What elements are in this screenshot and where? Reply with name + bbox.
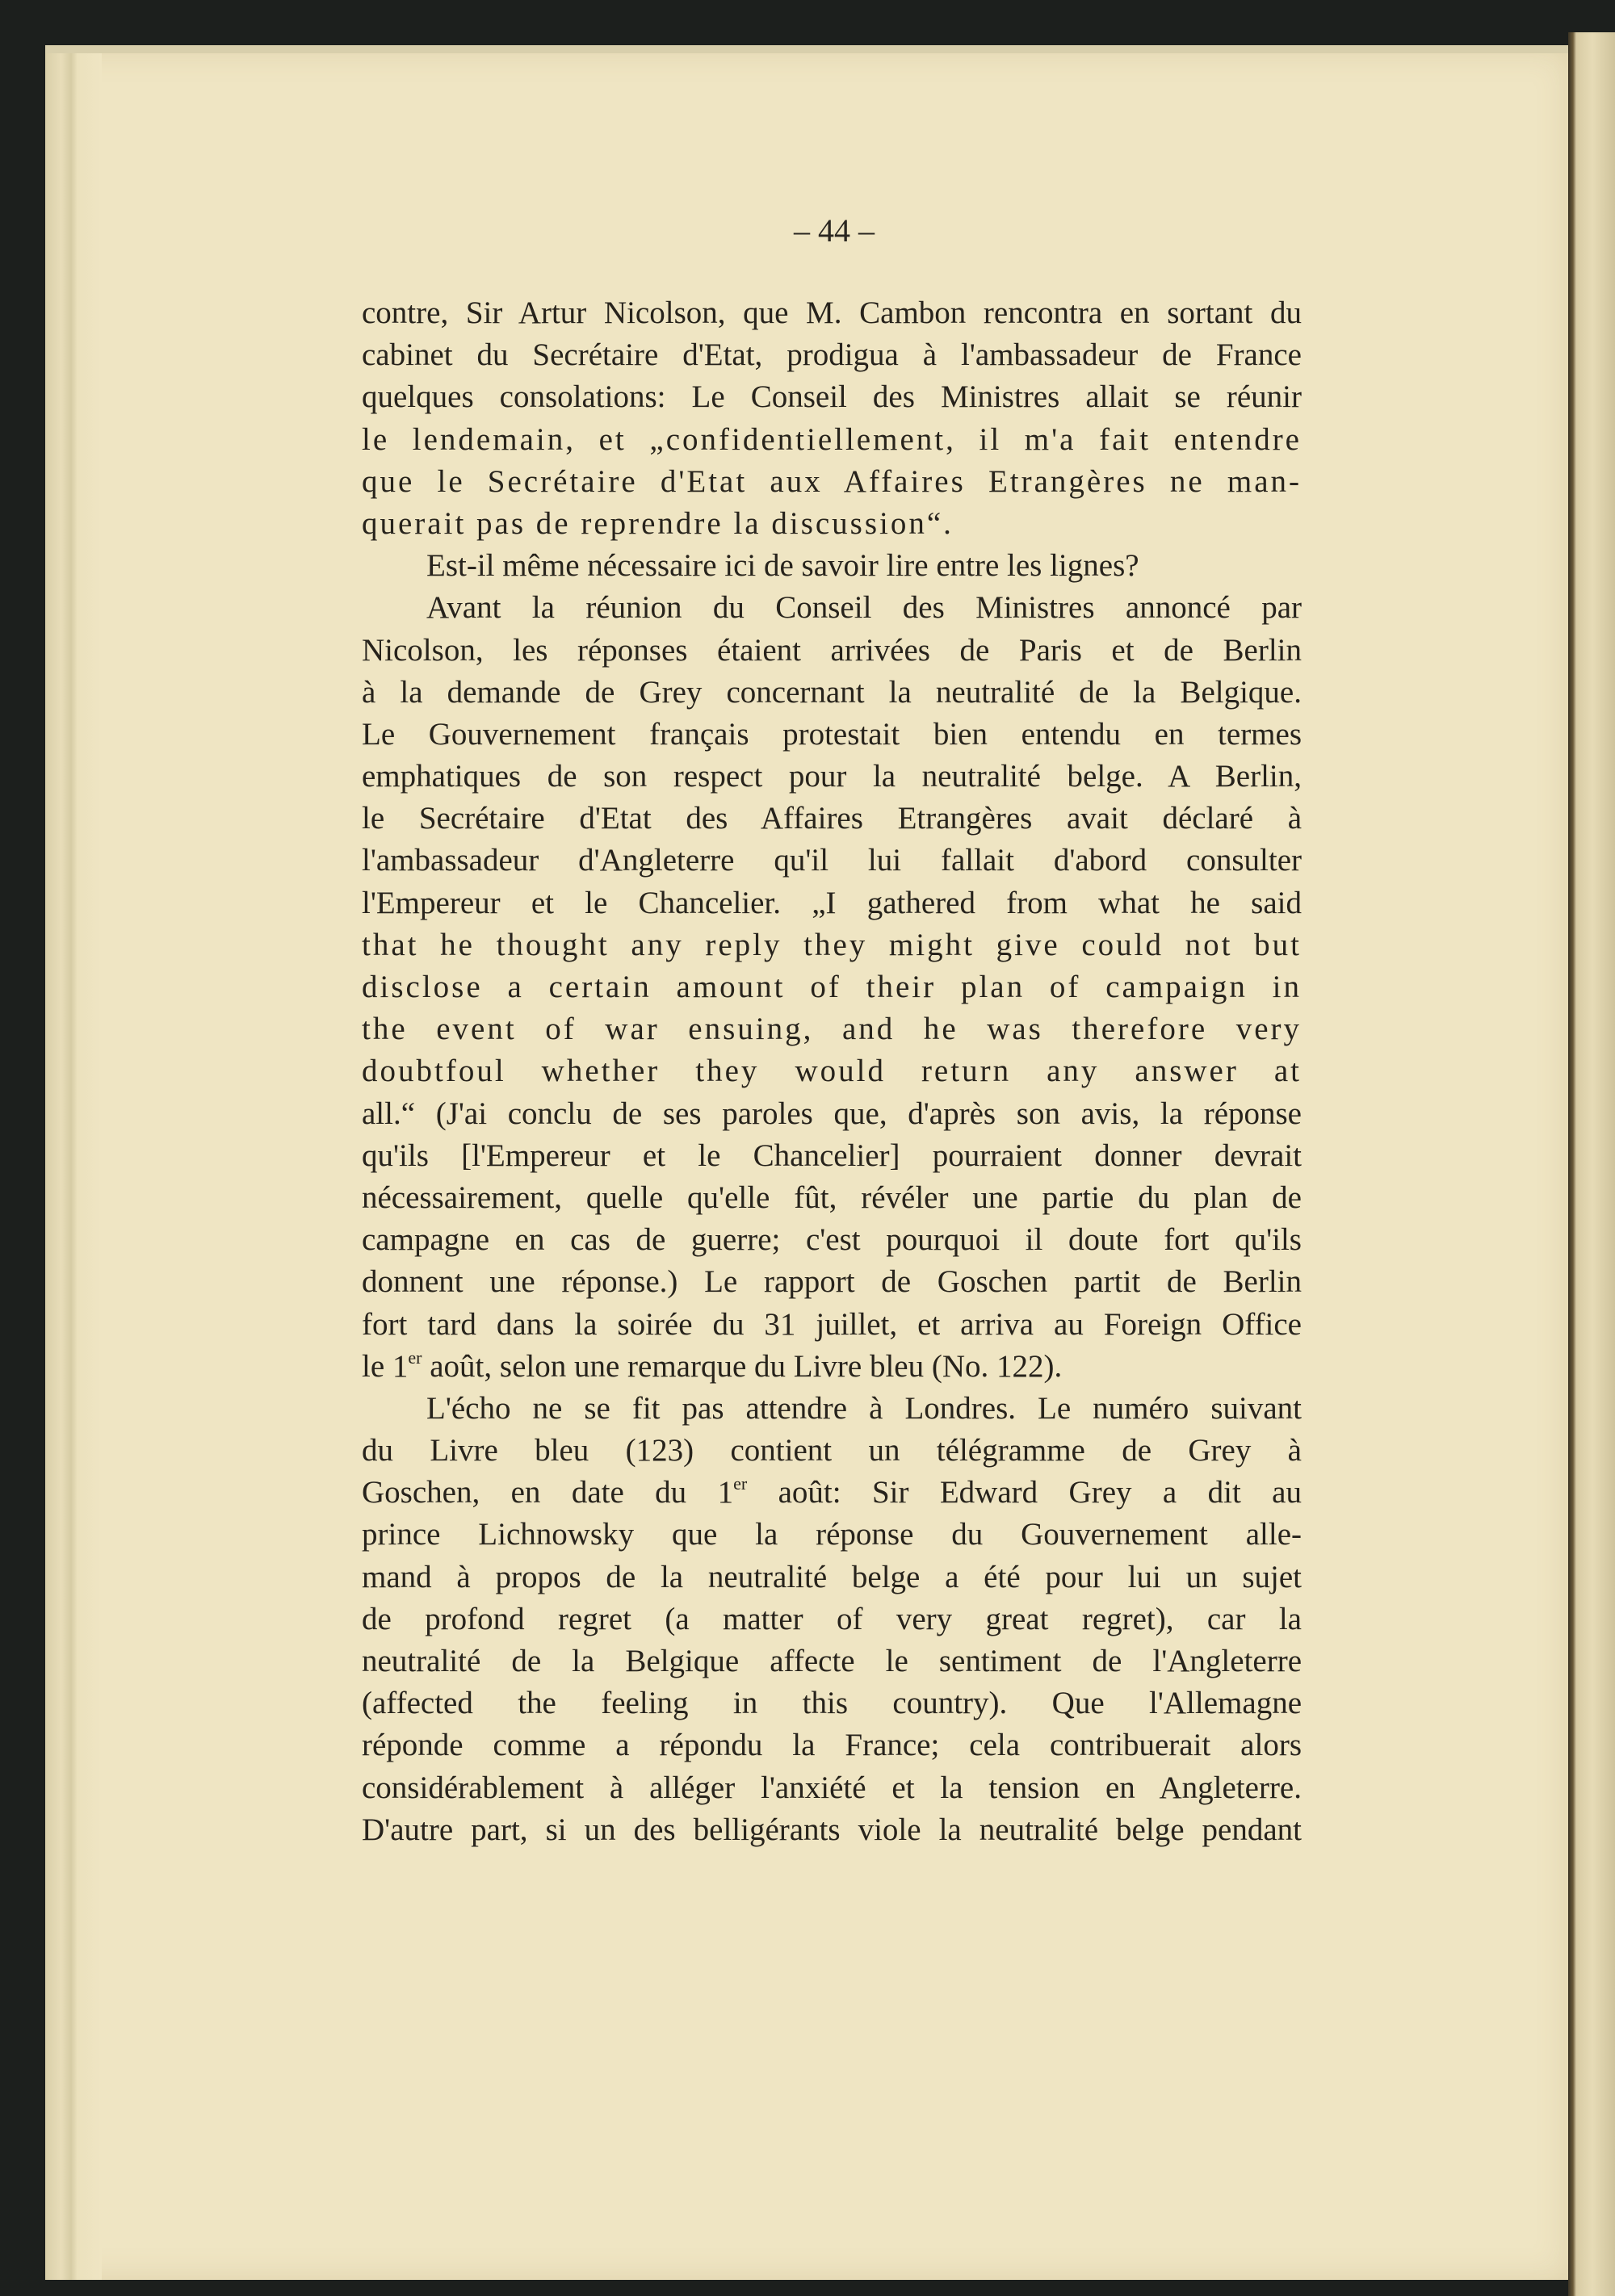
line-text: the event of war ensuing, and he was therefore very	[362, 1012, 1302, 1047]
text-line	[362, 1767, 1302, 1809]
line-text: fort tard dans la soirée du 31 juillet, et arriva au Foreign Office	[362, 1306, 1302, 1342]
line-text: Est-il même nécessaire ici de savoir lire entre les lignes?	[426, 548, 1139, 584]
line-text: D'autre part, si un des belligérants viole la neutralité belge pendant	[362, 1812, 1302, 1847]
text-line	[362, 672, 1302, 714]
line-text: à la demande de Grey concernant la neutralité de la Belgique.	[362, 674, 1302, 710]
line-text: contre, Sir Artur Nicolson, que M. Cambon rencontra en sortant du	[362, 295, 1302, 330]
text-line	[362, 1304, 1302, 1346]
text-line	[362, 1219, 1302, 1261]
text-line	[362, 1177, 1302, 1219]
line-text: du Livre bleu (123) contient un télégramme de Grey à	[362, 1433, 1302, 1469]
line-text: qu'ils [l'Empereur et le Chancelier] pourraient donner devrait	[362, 1138, 1302, 1173]
text-line	[362, 1557, 1302, 1598]
text-line	[362, 798, 1302, 840]
line-text: l'ambassadeur d'Angleterre qu'il lui fallait d'abord consulter	[362, 843, 1302, 878]
book-spine	[1568, 32, 1615, 2296]
paragraph	[362, 545, 1302, 587]
text-line	[362, 1640, 1302, 1682]
text-line	[362, 376, 1302, 418]
line-text: campagne en cas de guerre; c'est pourquoi il doute fort qu'ils	[362, 1222, 1302, 1258]
paragraph	[362, 1388, 1302, 1851]
text-line	[362, 1093, 1302, 1135]
line-text: mand à propos de la neutralité belge a été pour lui un sujet	[362, 1559, 1302, 1594]
text-line	[362, 966, 1302, 1008]
text-line	[362, 882, 1302, 924]
text-line: le 1er août, selon une remarque du Livre bleu (No. 122).	[362, 1347, 1063, 1384]
line-text: nécessairement, quelle qu'elle fût, révéler une partie du plan de	[362, 1179, 1302, 1215]
line-text: l'Empereur et le Chancelier. „I gathered from what he said	[362, 885, 1302, 920]
line-text: all.“ (J'ai conclu de ses paroles que, d'après son avis, la réponse	[362, 1096, 1302, 1131]
text-line	[362, 1388, 1302, 1430]
text-line	[362, 1809, 1302, 1851]
line-text: de profond regret (a matter of very great regret), car la	[362, 1601, 1302, 1636]
text-line	[362, 334, 1302, 376]
line-text: considérablement à alléger l'anxiété et la tension en Angleterre.	[362, 1770, 1302, 1805]
text-line	[362, 1598, 1302, 1640]
line-text: L'écho ne se fit pas attendre à Londres. Le numéro suivant	[426, 1390, 1302, 1426]
text-line	[362, 461, 1302, 503]
text-line	[362, 292, 1302, 334]
line-text: quelques consolations: Le Conseil des Ministres allait se réunir	[362, 379, 1302, 415]
line-text: doubtfoul whether they would return any answer at	[362, 1054, 1302, 1089]
line-text: réponde comme a répondu la France; cela contribuerait alors	[362, 1728, 1302, 1763]
line-text: prince Lichnowsky que la réponse du Gouvernement alle-	[362, 1517, 1302, 1552]
paragraph	[362, 587, 1302, 1388]
line-text: querait pas de reprendre la discussion“.	[362, 505, 954, 541]
line-text: Avant la réunion du Conseil des Ministres annoncé par	[426, 590, 1302, 626]
text-line	[362, 1430, 1302, 1472]
text-line	[362, 840, 1302, 882]
text-line	[362, 503, 1302, 545]
text-line	[362, 1261, 1302, 1303]
paragraph	[362, 292, 1302, 545]
text-line	[362, 1514, 1302, 1556]
line-text: cabinet du Secrétaire d'Etat, prodigua à l'ambassadeur de France	[362, 337, 1302, 373]
text-line: Goschen, en date du 1er août: Sir Edward Grey a dit au	[362, 1473, 1302, 1510]
page-number: – 44 –	[794, 212, 875, 249]
text-line	[362, 587, 1302, 629]
line-text: (affected the feeling in this country). Que l'Allemagne	[362, 1686, 1302, 1721]
text-line	[362, 756, 1302, 798]
text-line	[362, 924, 1302, 966]
line-text: disclose a certain amount of their plan of campaign in	[362, 970, 1302, 1004]
body-text	[362, 292, 1302, 1851]
text-line	[362, 545, 1302, 587]
line-text: Le Gouvernement français protestait bien entendu en termes	[362, 716, 1302, 752]
superscript: er	[408, 1347, 422, 1368]
line-text: Nicolson, les réponses étaient arrivées de Paris et de Berlin	[362, 632, 1302, 668]
superscript: er	[733, 1473, 748, 1494]
line-text: que le Secrétaire d'Etat aux Affaires Etrangères ne man-	[362, 463, 1302, 499]
text-line	[362, 419, 1302, 461]
text-line	[362, 714, 1302, 756]
line-text: donnent une réponse.) Le rapport de Goschen partit de Berlin	[362, 1264, 1302, 1300]
line-text: le Secrétaire d'Etat des Affaires Etrangères avait déclaré à	[362, 801, 1302, 836]
text-line	[362, 1135, 1302, 1177]
line-text: neutralité de la Belgique affecte le sentiment de l'Angleterre	[362, 1644, 1302, 1678]
page-left-edge	[45, 50, 102, 2280]
line-text: emphatiques de son respect pour la neutralité belge. A Berlin,	[362, 759, 1302, 794]
text-line	[362, 1682, 1302, 1724]
text-line	[362, 630, 1302, 672]
text-line	[362, 1724, 1302, 1766]
line-text: le lendemain, et „confidentiellement, il m'a fait entendre	[362, 421, 1302, 457]
text-line	[362, 1008, 1302, 1050]
line-text: that he thought any reply they might give could not but	[362, 927, 1302, 962]
text-line	[362, 1050, 1302, 1092]
page-top-edge	[45, 45, 1568, 53]
